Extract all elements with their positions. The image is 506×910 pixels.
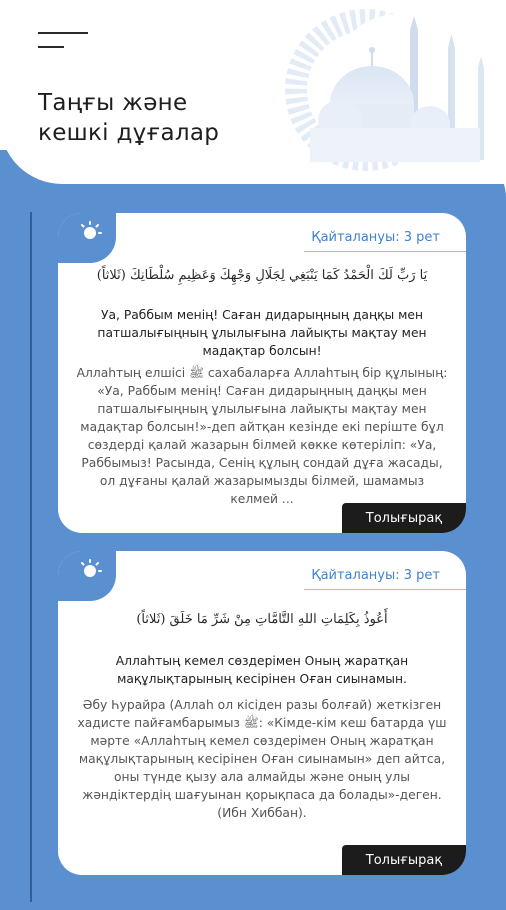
arabic-text: يَا رَبِّ لَكَ الْحَمْدُ كَمَا يَنْبَغِي لِجَلَالِ وَجْهِكَ وَعَظِيمِ سُلْطَانِكَ (ثَلاثاً) [96,268,428,283]
moon-sun-icon [72,559,102,589]
dua-card-badge [58,213,116,263]
moon-sun-icon [72,221,102,251]
page-title-line-2: кешкі дұғалар [38,120,220,146]
page-title-line-1: Таңғы және [38,90,188,116]
repeat-count: Қайталануы: 3 рет [311,568,440,583]
translation-text: Уа, Раббым менің! Саған дидарыңның даңқы мен патшалығыңның ұлылығына лайықты мақтау мен мадақтар болсын! [97,308,427,358]
dua-card [58,213,466,533]
repeat-count: Қайталануы: 3 рет [311,230,440,245]
hadith-text: Әбу Һурайра (Аллаһ ол кісіден разы болғай) жеткізген хадисте пайғамбарымыз ﷺ: «Кімде-кім кеш батарда үш мәрте «Аллаһтың кемел сөздерімен Оның жаратқан мақұлықтарының кесірінен Оған сиынамын» деп айтса, оны түнде қызу ала алмайды және оның улы жәндіктердің шағуынан қорықпаса да болады»-деген. (Ибн Хиббан). [77,698,447,820]
divider [304,251,466,252]
dua-card-badge [58,551,116,601]
dua-card [58,551,466,875]
divider [304,589,466,590]
header [0,0,506,200]
more-button[interactable]: Толығырақ [342,503,466,533]
mosque-illustration-icon [280,8,506,178]
hadith-text: Аллаһтың елшісі ﷺ сахабаларға Аллаһтың бір құлының: «Уа, Раббым менің! Саған дидарыңның даңқы мен патшалығыңның ұлылығына лайықты мақтау мен мадақтар болсын!»-деп айтқан кезінде екі періште бұл сөздерді қалай жазарын білмей көкке көтеріліп: «Уа, Раббымыз! Расында, Сенің құлың сондай дұға жасады, ол дұғаны қалай жазарымызды білмей, шамамыз келмей ... [76,366,448,506]
translation-text: Аллаһтың кемел сөздерімен Оның жаратқан мақұлықтарының кесірінен Оған сиынамын. [115,654,409,686]
timeline-line [30,212,32,902]
arabic-text: أَعُوذُ بِكَلِمَاتِ اللهِ التَّامَّاتِ مِنْ شَرِّ مَا خَلَقَ (ثَلاثاً) [136,612,388,627]
menu-icon[interactable] [38,30,90,54]
page-title [38,88,219,148]
more-button[interactable]: Толығырақ [342,845,466,875]
